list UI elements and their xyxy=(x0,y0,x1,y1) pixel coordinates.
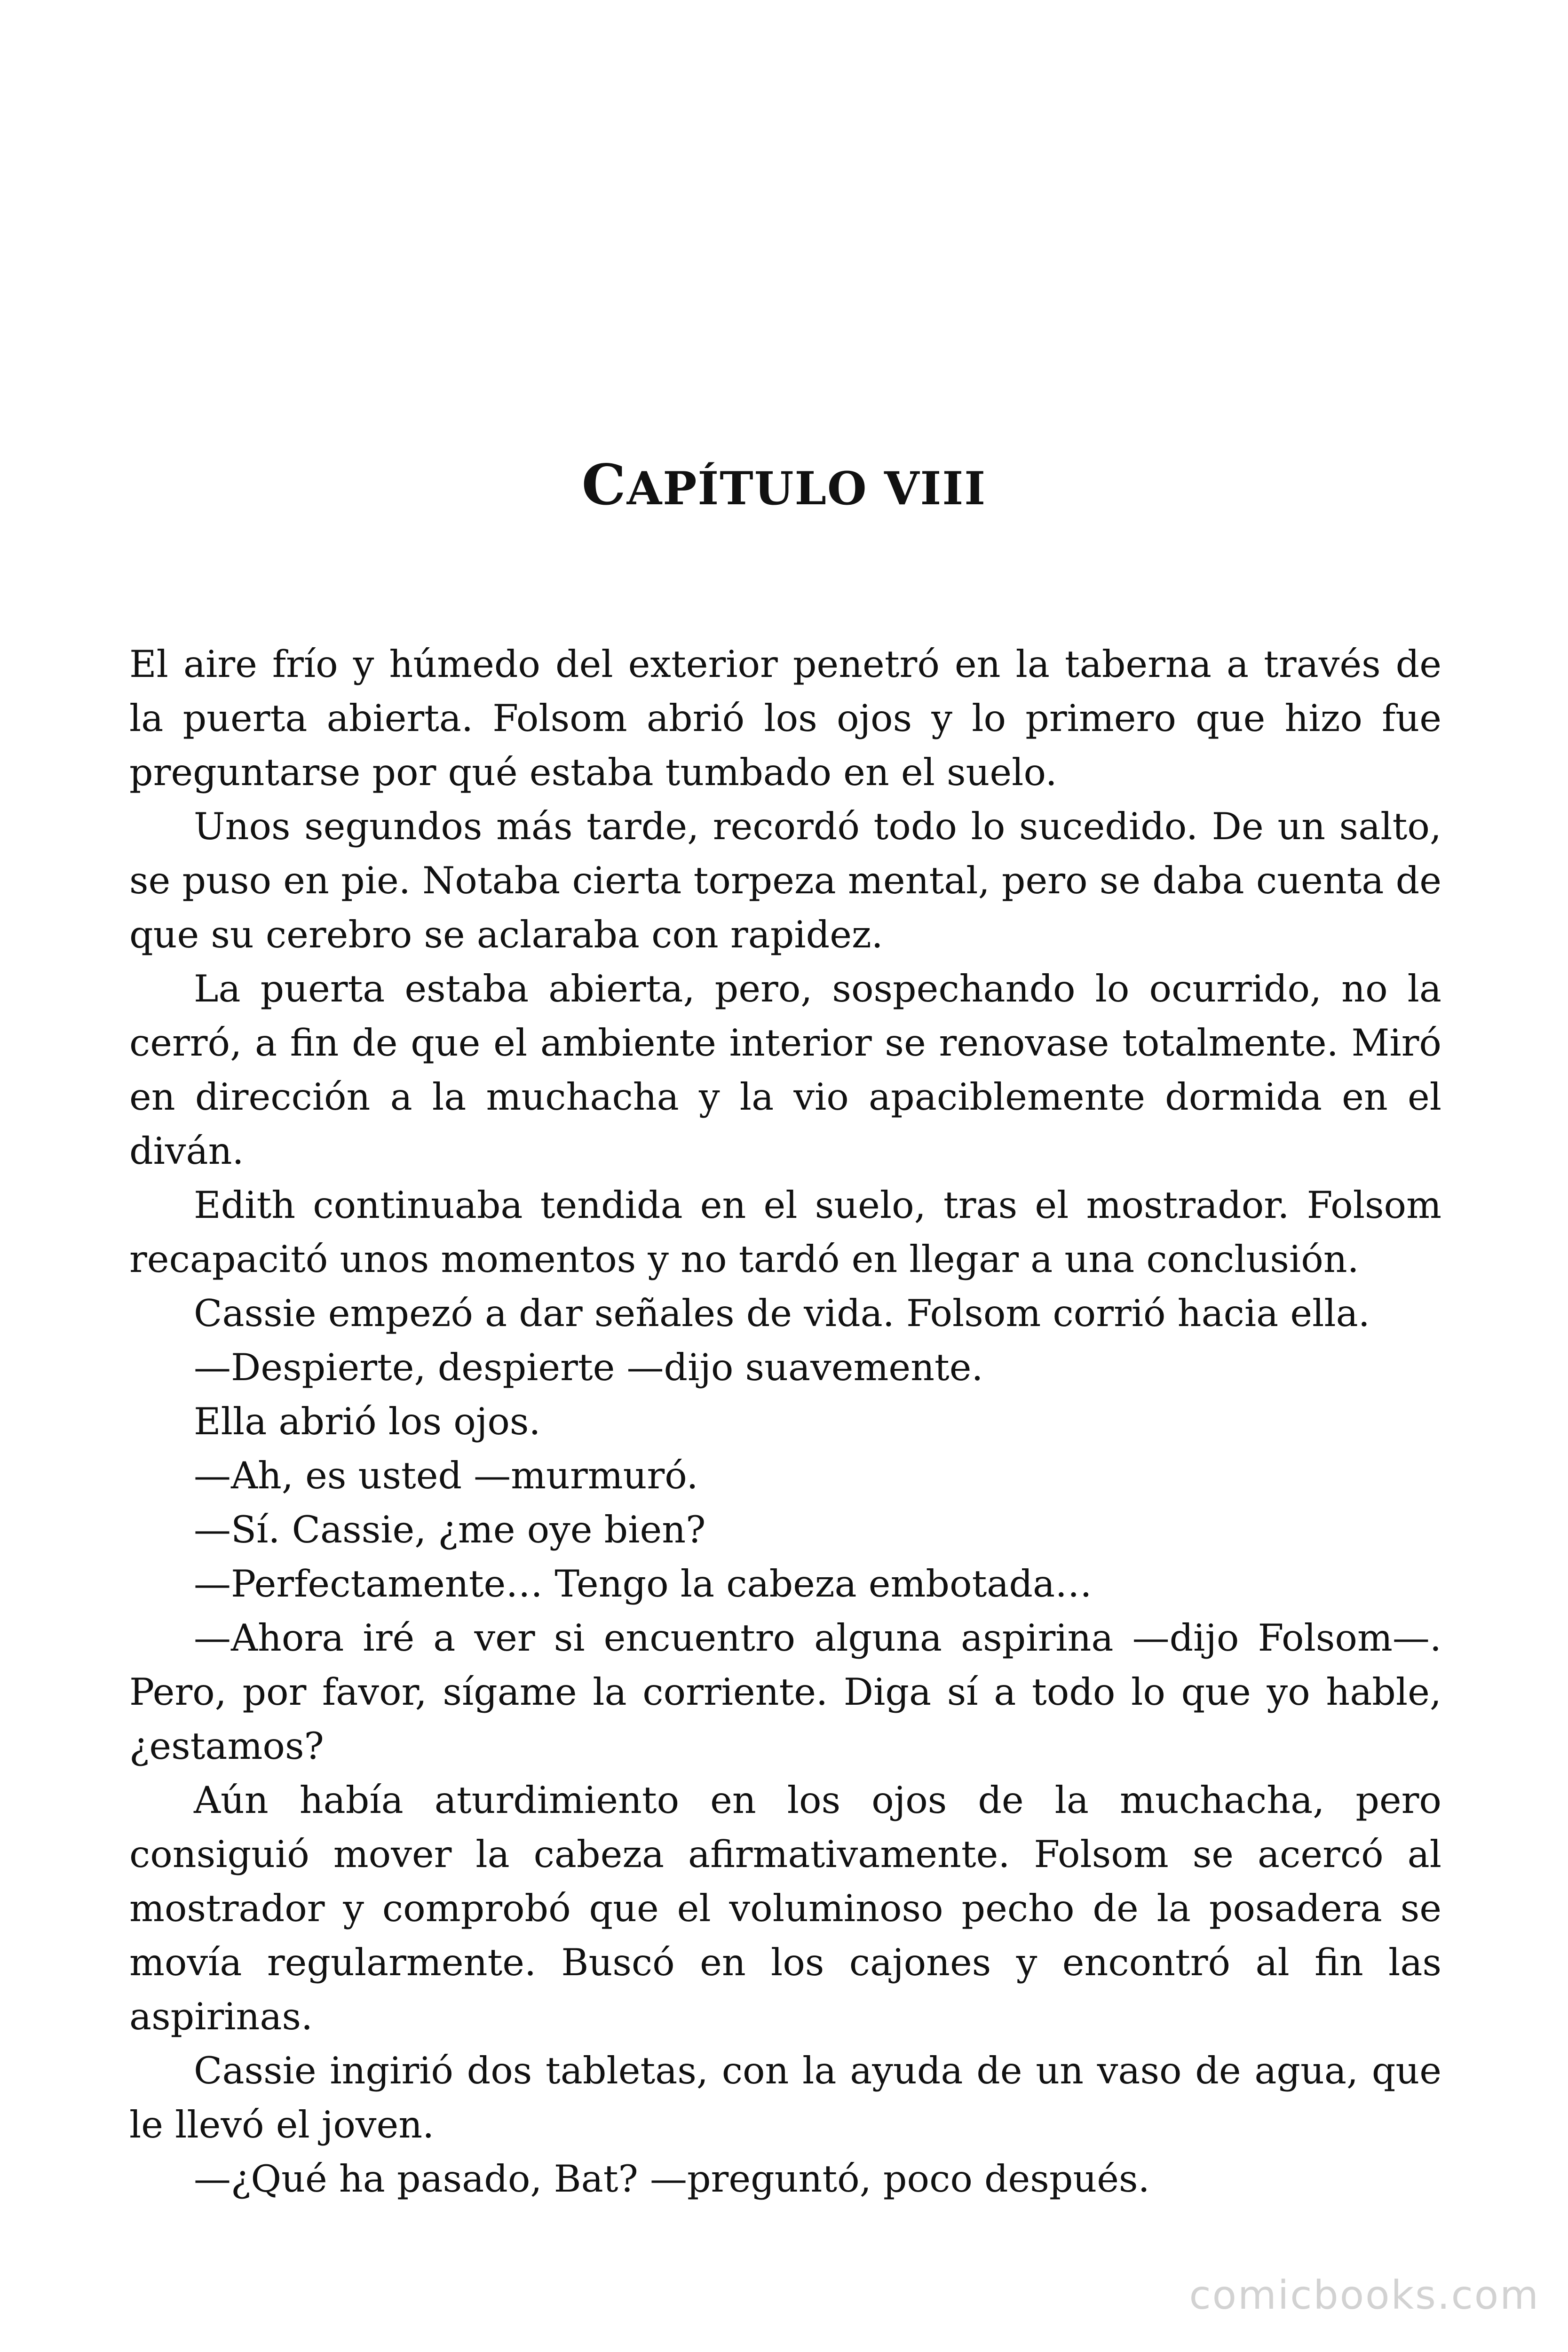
paragraph-8: —Ah, es usted —murmuró. xyxy=(194,1454,698,1497)
paragraph-2: Unos segundos más tarde, recordó todo lo sucedido. De un salto, se puso en pie. Notaba cierta torpeza mental, pero se daba cuenta de que su cerebro se aclaraba con rapidez. xyxy=(129,805,1441,956)
watermark: comicbooks.com xyxy=(1189,2272,1540,2318)
paragraph-13: Cassie ingirió dos tabletas, con la ayuda de un vaso de agua, que le llevó el joven. xyxy=(129,2049,1441,2146)
paragraph-7: Ella abrió los ojos. xyxy=(194,1400,541,1443)
paragraph-1: El aire frío y húmedo del exterior penetró en la taberna a través de la puerta abierta. Folsom abrió los ojos y lo primero que hizo fue preguntarse por qué estaba tumbado en el suelo. xyxy=(129,643,1441,794)
paragraph-12: Aún había aturdimiento en los ojos de la muchacha, pero consiguió mover la cabeza afirmativamente. Folsom se acercó al mostrador y comprobó que el voluminoso pecho de la posadera se movía regularmente. Buscó en los cajones y encontró al fin las aspirinas. xyxy=(129,1779,1441,2038)
chapter-title xyxy=(0,452,1568,518)
paragraph-6: —Despierte, despierte —dijo suavemente. xyxy=(194,1346,983,1389)
chapter-body xyxy=(129,637,1441,2206)
chapter-title-initial: C xyxy=(581,452,627,517)
paragraph-4: Edith continuaba tendida en el suelo, tras el mostrador. Folsom recapacitó unos momentos y no tardó en llegar a una conclusión. xyxy=(129,1184,1441,1281)
paragraph-3: La puerta estaba abierta, pero, sospechando lo ocurrido, no la cerró, a fin de que el ambiente interior se renovase totalmente. Miró en dirección a la muchacha y la vio apaciblemente dormida en el diván. xyxy=(129,967,1441,1173)
chapter-title-rest: APÍTULO VIII xyxy=(626,462,987,515)
paragraph-9: —Sí. Cassie, ¿me oye bien? xyxy=(194,1508,706,1551)
paragraph-14: —¿Qué ha pasado, Bat? —preguntó, poco después. xyxy=(194,2157,1150,2201)
paragraph-5: Cassie empezó a dar señales de vida. Folsom corrió hacia ella. xyxy=(194,1292,1370,1335)
paragraph-10: —Perfectamente… Tengo la cabeza embotada… xyxy=(194,1562,1093,1605)
paragraph-11: —Ahora iré a ver si encuentro alguna aspirina —dijo Folsom—. Pero, por favor, sígame la corriente. Diga sí a todo lo que yo hable, ¿estamos? xyxy=(129,1616,1441,1768)
